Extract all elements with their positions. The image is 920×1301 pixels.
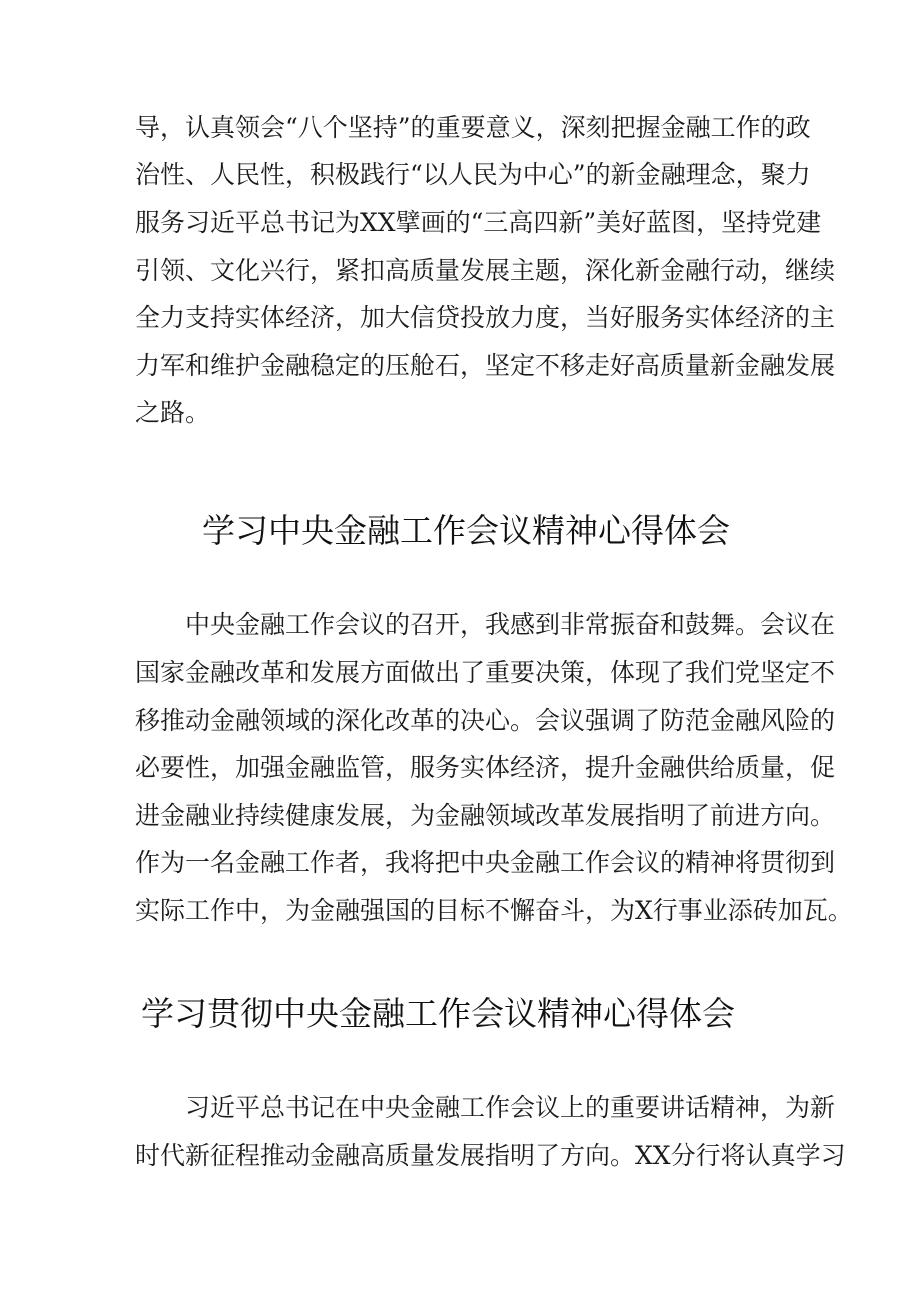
paragraph-line: 之路。 bbox=[135, 398, 211, 427]
paragraph-line: 实际工作中，为金融强国的目标不懈奋斗，为X行事业添砖加瓦。 bbox=[135, 896, 853, 925]
paragraph-line: 服务习近平总书记为XX擘画的“三高四新”美好蓝图，坚持党建 bbox=[135, 208, 822, 237]
paragraph-line: 力军和维护金融稳定的压舱石，坚定不移走好高质量新金融发展 bbox=[135, 351, 836, 380]
paragraph-line: 治性、人民性，积极践行“以人民为中心”的新金融理念，聚力 bbox=[135, 160, 811, 189]
paragraph-line: 中央金融工作会议的召开，我感到非常振奋和鼓舞。会议在 bbox=[185, 610, 836, 639]
section-heading-2: 学习贯彻中央金融工作会议精神心得体会 bbox=[141, 994, 735, 1033]
paragraph-line: 导，认真领会“八个坚持”的重要意义，深刻把握金融工作的政 bbox=[135, 113, 811, 142]
section-heading-1: 学习中央金融工作会议精神心得体会 bbox=[202, 511, 730, 550]
paragraph-line: 移推动金融领域的深化改革的决心。会议强调了防范金融风险的 bbox=[135, 706, 836, 735]
paragraph-line: 必要性，加强金融监管，服务实体经济，提升金融供给质量，促 bbox=[135, 753, 836, 782]
paragraph-line: 习近平总书记在中央金融工作会议上的重要讲话精神，为新 bbox=[185, 1093, 836, 1122]
paragraph-line: 进金融业持续健康发展，为金融领域改革发展指明了前进方向。 bbox=[135, 801, 836, 830]
paragraph-line: 全力支持实体经济，加大信贷投放力度，当好服务实体经济的主 bbox=[135, 303, 836, 332]
paragraph-line: 引领、文化兴行，紧扣高质量发展主题，深化新金融行动，继续 bbox=[135, 256, 836, 285]
paragraph-line: 作为一名金融工作者，我将把中央金融工作会议的精神将贯彻到 bbox=[135, 848, 836, 877]
paragraph-line: 国家金融改革和发展方面做出了重要决策，体现了我们党坚定不 bbox=[135, 658, 836, 687]
paragraph-line: 时代新征程推动金融高质量发展指明了方向。XX分行将认真学习 bbox=[135, 1141, 846, 1170]
